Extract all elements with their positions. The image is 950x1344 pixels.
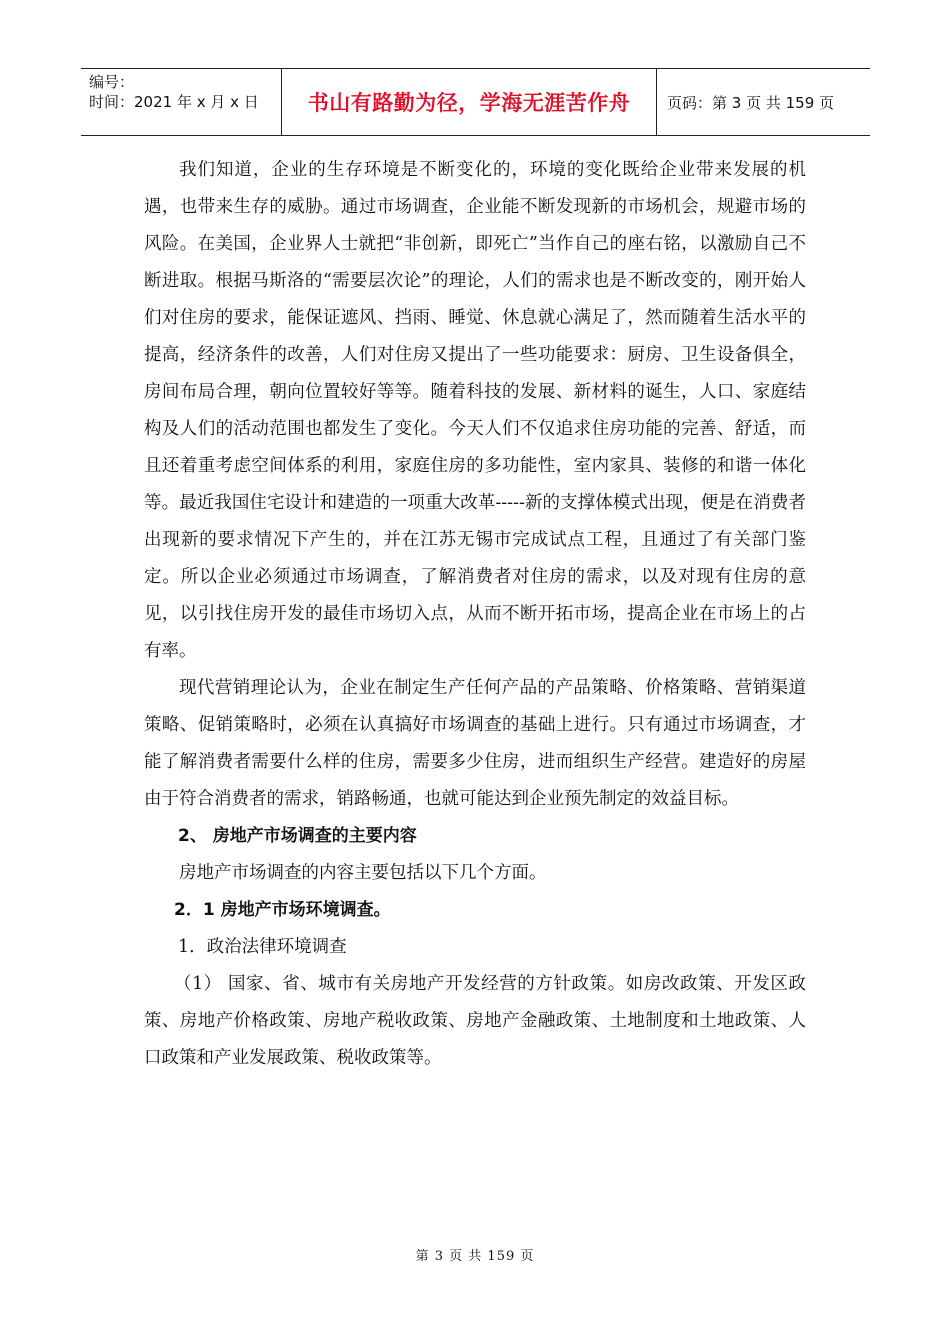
header-number-label: 编号： <box>89 73 135 91</box>
section-heading-2: 2、 房地产市场调查的主要内容 <box>178 826 417 846</box>
paragraph-2: 现代营销理论认为，企业在制定生产任何产品的产品策略、价格策略、营销渠道策略、促销策略时，必须在认真搞好市场调查的基础上进行。只有通过市场调查，才能了解消费者需要什么样的住房，需要多少住房，进而组织生产经营。建造好的房屋由于符合消费者的需求，销路畅通，也就可能达到企业预先制定的效益目标。 <box>144 678 806 809</box>
page-header <box>81 68 870 136</box>
document-body <box>144 152 806 1077</box>
paragraph-3: 房地产市场调查的内容主要包括以下几个方面。 <box>179 863 547 883</box>
list-item-1-text: （1） 国家、省、城市有关房地产开发经营的方针政策。如房改政策、开发区政策、房地产价格政策、房地产税收政策、房地产金融政策、土地制度和土地政策、人口政策和产业发展政策、税收政策等。 <box>144 974 806 1068</box>
section-heading-2-1: 2．1 房地产市场环境调查。 <box>174 900 391 920</box>
subheading-political-legal: 1．政治法律环境调查 <box>178 937 347 957</box>
list-item-1 <box>144 966 806 1077</box>
paragraph-1: 我们知道，企业的生存环境是不断变化的，环境的变化既给企业带来发展的机遇，也带来生存的威胁。通过市场调查，企业能不断发现新的市场机会，规避市场的风险。在美国，企业界人士就把“非创新，即死亡”当作自己的座右铭，以激励自己不断进取。根据马斯洛的“需要层次论”的理论，人们的需求也是不断改变的，刚开始人们对住房的要求，能保证遮风、挡雨、睡觉、休息就心满足了，然而随着生活水平的提高，经济条件的改善，人们对住房又提出了一些功能要求：厨房、卫生设备俱全，房间布局合理，朝向位置较好等等。随着科技的发展、新材料的诞生，人口、家庭结构及人们的活动范围也都发生了变化。今天人们不仅追求住房功能的完善、舒适，而且还着重考虑空间体系的利用，家庭住房的多功能性，室内家具、装修的和谐一体化等。最近我国住宅设计和建造的一项重大改革-----新的支撑体模式出现，便是在消费者出现新的要求情况下产生的，并在江苏无锡市完成试点工程，且通过了有关部门鉴定。所以企业必须通过市场调查，了解消费者对住房的需求，以及对现有住房的意见，以引找住房开发的最佳市场切入点，从而不断开拓市场，提高企业在市场上的占有率。 <box>144 160 806 661</box>
header-time-label: 时间：2021 年 x 月 x 日 <box>89 93 259 111</box>
page-footer: 第 3 页 共 159 页 <box>415 1249 535 1264</box>
header-motto: 书山有路勤为径，学海无涯苦作舟 <box>282 69 657 135</box>
header-meta <box>81 69 282 135</box>
header-page-info: 页码：第 3 页 共 159 页 <box>667 93 835 112</box>
